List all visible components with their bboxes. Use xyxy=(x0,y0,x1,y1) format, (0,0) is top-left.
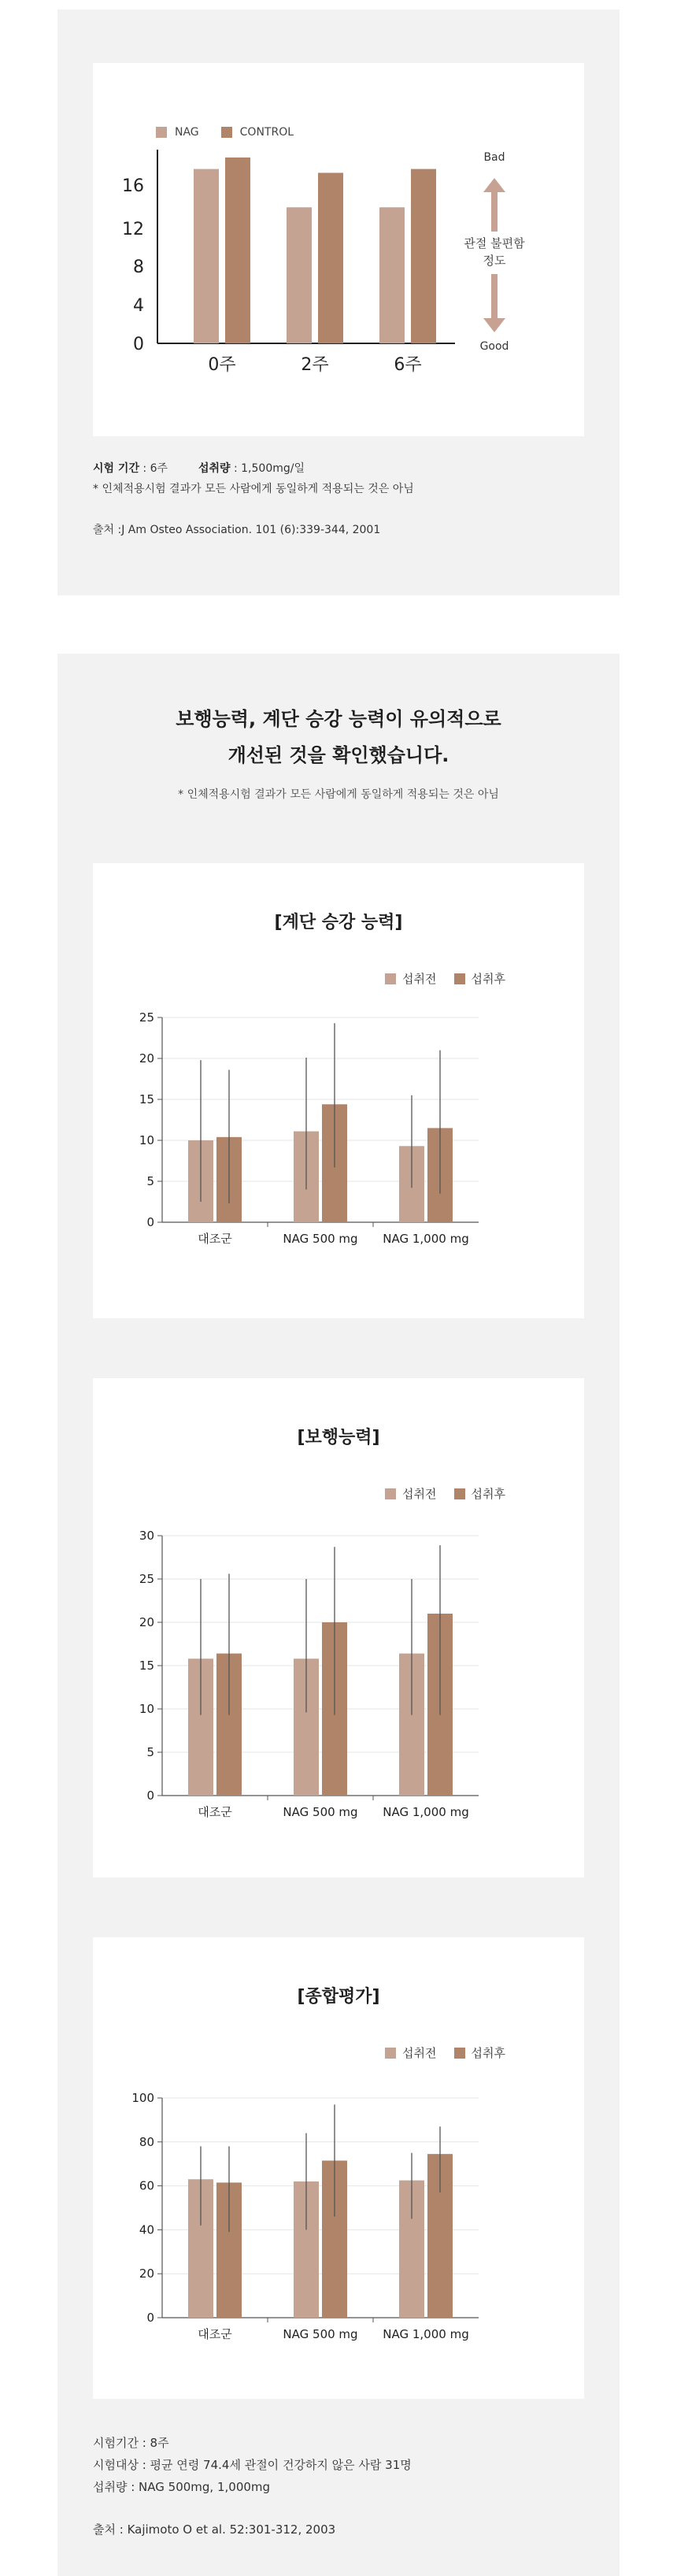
overall-x-tick-label: 대조군 xyxy=(198,2327,232,2341)
legend-after-label: 섭취후 xyxy=(471,1487,505,1501)
section2-headline xyxy=(57,701,620,773)
study1-source: 출처 :J Am Osteo Association. 101 (6):339-344, 2001 xyxy=(93,524,381,536)
stair-x-tick-label: NAG 500 mg xyxy=(283,1232,358,1246)
arrow-up-shaft xyxy=(491,192,498,232)
walking-x-tick-label: 대조군 xyxy=(198,1805,232,1819)
walking-x-tick-label: NAG 500 mg xyxy=(283,1805,358,1819)
study2-dose: 섭취량 : NAG 500mg, 1,000mg xyxy=(93,2480,271,2494)
chart1-bar-nag xyxy=(379,207,405,343)
chart1-bar-control xyxy=(318,172,343,343)
stair-x-tick-label: NAG 1,000 mg xyxy=(383,1232,469,1246)
walking-x-tick-label: NAG 1,000 mg xyxy=(383,1805,469,1819)
overall-x-tick-label: NAG 500 mg xyxy=(283,2327,358,2341)
walking-y-tick-label: 0 xyxy=(146,1788,154,1803)
scale-top-label: Bad xyxy=(483,151,505,164)
overall-x-tick-label: NAG 1,000 mg xyxy=(383,2327,469,2341)
walking-bar-chart xyxy=(93,1378,584,1877)
period-label: 시험 기간 xyxy=(93,462,139,475)
arrow-down-icon xyxy=(483,318,505,332)
scale-bottom-label: Good xyxy=(479,340,509,353)
section2-disclaimer: * 인체적용시험 결과가 모든 사람에게 동일하게 적용되는 것은 아님 xyxy=(178,788,499,801)
overall-chart-card xyxy=(93,1937,584,2399)
overall-y-tick-label: 100 xyxy=(131,2091,154,2105)
nag-chart-card xyxy=(93,63,584,436)
study1-period-dose xyxy=(93,458,414,479)
dose-label: 섭취량 xyxy=(198,462,231,475)
legend-after-label: 섭취후 xyxy=(471,2046,505,2060)
chart1-bar-nag xyxy=(287,207,312,343)
walking-y-tick-label: 20 xyxy=(139,1615,154,1629)
scale-label-line2: 정도 xyxy=(483,254,506,268)
chart1-x-tick-label: 0주 xyxy=(208,355,236,375)
walking-chart-card xyxy=(93,1378,584,1877)
chart1-bar-control xyxy=(411,169,436,343)
chart1-bar-nag xyxy=(194,169,219,343)
walking-y-tick-label: 10 xyxy=(139,1702,154,1716)
chart1-bar-control xyxy=(225,158,250,343)
chart1-y-tick-label: 8 xyxy=(133,258,144,277)
headline-line2: 개선된 것을 확인했습니다. xyxy=(228,744,449,766)
walking-chart-title: [보행능력] xyxy=(297,1428,380,1447)
legend-nag-label: NAG xyxy=(175,126,199,139)
overall-bar-chart xyxy=(93,1937,584,2399)
walking-y-tick-label: 15 xyxy=(139,1659,154,1673)
mobility-section xyxy=(57,654,620,2576)
arrow-up-icon xyxy=(483,178,505,192)
legend-after-label: 섭취후 xyxy=(471,972,505,986)
overall-y-tick-label: 20 xyxy=(139,2267,154,2281)
stair-bar-chart xyxy=(93,863,584,1318)
walking-y-tick-label: 30 xyxy=(139,1529,154,1543)
chart1-y-tick-label: 12 xyxy=(122,220,144,239)
walking-y-tick-label: 5 xyxy=(146,1745,154,1759)
legend-before-label: 섭취전 xyxy=(402,2046,437,2060)
stair-y-tick-label: 15 xyxy=(139,1092,154,1106)
overall-y-tick-label: 80 xyxy=(139,2134,154,2149)
stair-chart-card xyxy=(93,863,584,1318)
study1-notes xyxy=(93,458,414,540)
nag-comparison-section xyxy=(57,9,620,595)
stair-y-tick-label: 5 xyxy=(146,1174,154,1188)
legend-before-label: 섭취전 xyxy=(402,1487,437,1501)
chart1-y-tick-label: 0 xyxy=(133,335,144,354)
walking-y-tick-label: 25 xyxy=(139,1572,154,1586)
dose-value: : 1,500mg/일 xyxy=(230,462,305,475)
stair-y-tick-label: 10 xyxy=(139,1133,154,1147)
legend-before-label: 섭취전 xyxy=(402,972,437,986)
legend-control-label: CONTROL xyxy=(239,126,294,139)
stair-y-tick-label: 0 xyxy=(146,1215,154,1229)
chart1-x-tick-label: 6주 xyxy=(394,355,422,375)
scale-label-line1: 관절 불편함 xyxy=(464,236,525,250)
study2-subjects: 시험대상 : 평균 연령 74.4세 관절이 건강하지 않은 사람 31명 xyxy=(93,2458,412,2472)
study2-source: 출처 : Kajimoto O et al. 52:301-312, 2003 xyxy=(93,2522,336,2537)
overall-y-tick-label: 0 xyxy=(146,2311,154,2325)
stair-y-tick-label: 20 xyxy=(139,1051,154,1066)
overall-chart-title: [종합평가] xyxy=(297,1987,380,2007)
chart1-y-tick-label: 16 xyxy=(122,176,144,196)
overall-y-tick-label: 60 xyxy=(139,2178,154,2193)
period-value: : 6주 xyxy=(139,462,168,475)
stair-chart-title: [계단 승강 능력] xyxy=(274,913,403,932)
stair-y-tick-label: 25 xyxy=(139,1010,154,1025)
study2-period: 시험기간 : 8주 xyxy=(93,2436,169,2450)
chart1-y-tick-label: 4 xyxy=(133,296,144,316)
chart1-x-tick-label: 2주 xyxy=(301,355,329,375)
scale-arrow-graphic xyxy=(464,150,525,354)
headline-line1: 보행능력, 계단 승강 능력이 유의적으로 xyxy=(176,708,501,730)
study2-notes xyxy=(93,2432,412,2541)
study1-disclaimer: * 인체적용시험 결과가 모든 사람에게 동일하게 적용되는 것은 아님 xyxy=(93,483,414,495)
overall-y-tick-label: 40 xyxy=(139,2222,154,2237)
stair-x-tick-label: 대조군 xyxy=(198,1232,232,1246)
arrow-down-shaft xyxy=(491,274,498,318)
